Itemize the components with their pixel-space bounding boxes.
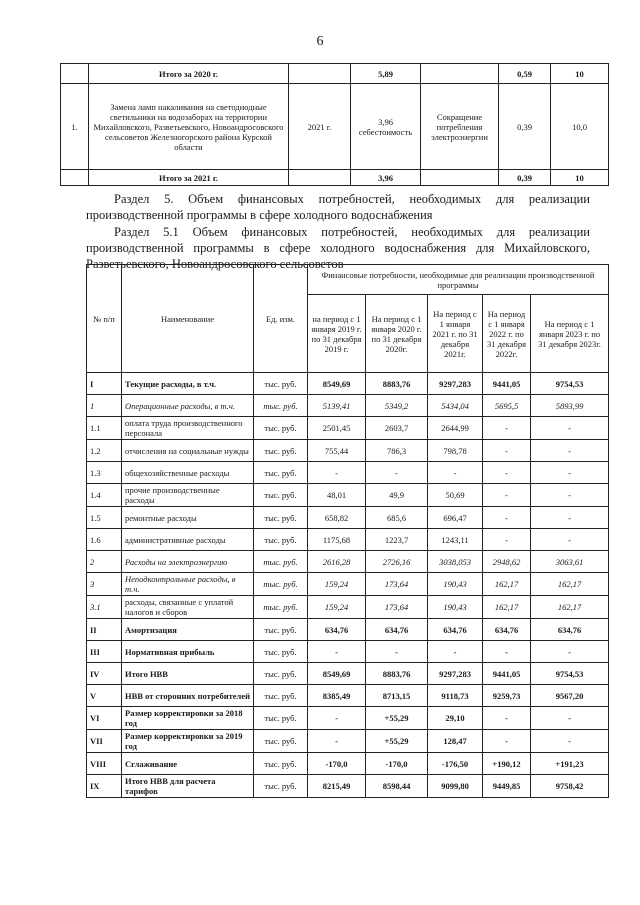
row-value: 8549,69 [308,663,366,685]
table-row [87,462,609,484]
row-number: 1.5 [87,507,122,529]
col-num-header: № п/п [87,265,122,373]
row-value: 8598,44 [366,775,428,798]
row-value: - [308,730,366,753]
row-value: 5893,99 [531,395,609,417]
row-value: - [531,707,609,730]
row-value: - [428,641,483,663]
row-number: 1.1 [87,417,122,440]
table-row [87,484,609,507]
row-value: - [483,440,531,462]
row-value: 798,78 [428,440,483,462]
row-value: 2644,99 [428,417,483,440]
row-value: 9259,73 [483,685,531,707]
row-name: ремонтные расходы [122,507,254,529]
row-value: 5695,5 [483,395,531,417]
row-value: 9567,20 [531,685,609,707]
row-unit: тыс. руб. [254,707,308,730]
row-value: 1175,68 [308,529,366,551]
row-number: II [87,619,122,641]
table-row [87,395,609,417]
row-value: 634,76 [308,619,366,641]
row-unit: тыс. руб. [254,753,308,775]
row-name: Размер корректировки за 2019 год [122,730,254,753]
row-value: - [483,707,531,730]
table-row [87,529,609,551]
table-row [87,641,609,663]
row-unit: тыс. руб. [254,596,308,619]
table-row [87,573,609,596]
row-value: 8883,76 [366,373,428,395]
table-row [87,707,609,730]
row-value: - [483,730,531,753]
row-unit: тыс. руб. [254,775,308,798]
period-header: на период с 1 января 2019 г. по 31 декабря 2019 г. [308,295,366,373]
row-value: 696,47 [428,507,483,529]
row-number: III [87,641,122,663]
row-unit: тыс. руб. [254,462,308,484]
row-unit: тыс. руб. [254,440,308,462]
row-number: VI [87,707,122,730]
row-value: 1243,11 [428,529,483,551]
table-row [87,730,609,753]
page-number: 6 [316,34,324,49]
financial-needs-table [86,264,609,798]
row-value: +191,23 [531,753,609,775]
row-value: - [483,529,531,551]
row-value: - [483,641,531,663]
row-value: 159,24 [308,573,366,596]
row-value: - [308,641,366,663]
row-value: 162,17 [531,596,609,619]
row-name: Расходы на электроэнергию [122,551,254,573]
row-value: 3063,61 [531,551,609,573]
row-value: 634,76 [483,619,531,641]
row-value: - [366,462,428,484]
group-header: Финансовые потребности, необходимые для реализации производственной программы [308,265,609,295]
row-value: 5434,04 [428,395,483,417]
row-value: - [531,529,609,551]
row-value: - [531,507,609,529]
row-value: - [531,730,609,753]
row-value: - [531,440,609,462]
period-header: На период с 1 января 2023 г. по 31 декабря 2023г. [531,295,609,373]
col-name-header: Наименование [122,265,254,373]
row-value: 162,17 [483,596,531,619]
row-value: 634,76 [366,619,428,641]
row-value: 162,17 [531,573,609,596]
row-value: 9449,85 [483,775,531,798]
row-name: общехозяйственные расходы [122,462,254,484]
row-name: Амортизация [122,619,254,641]
row-name: Операционные расходы, в т.ч. [122,395,254,417]
row-number: 3 [87,573,122,596]
row-name: прочие производственные расходы [122,484,254,507]
row-name: Нормативная прибыль [122,641,254,663]
row-number: 1.4 [87,484,122,507]
row-unit: тыс. руб. [254,641,308,663]
row-name: НВВ от сторонних потребителей [122,685,254,707]
row-value: 173,64 [366,573,428,596]
row-value: +55,29 [366,707,428,730]
table-row [87,440,609,462]
row-number: 1.2 [87,440,122,462]
row-value: 9441,05 [483,373,531,395]
row-value: 9297,283 [428,373,483,395]
row-value: - [366,641,428,663]
row-value: 8549,69 [308,373,366,395]
table-row [87,417,609,440]
row-value: 2616,28 [308,551,366,573]
table-row [87,551,609,573]
row-value: 29,10 [428,707,483,730]
row-value: 634,76 [531,619,609,641]
total-2020-label: Итого за 2020 г. [89,64,289,84]
table-row: Итого за 2021 г. 3,96 0,39 10 [61,170,609,186]
row-value: 50,69 [428,484,483,507]
table-row [87,753,609,775]
row-number: 1.6 [87,529,122,551]
row-value: 49,9 [366,484,428,507]
row-value: 9099,80 [428,775,483,798]
period-header: На период с 1 января 2022 г. по 31 декабря 2022г. [483,295,531,373]
row-value: 5139,41 [308,395,366,417]
row-value: 48,01 [308,484,366,507]
row-unit: тыс. руб. [254,685,308,707]
row-number: VIII [87,753,122,775]
row-value: 8385,49 [308,685,366,707]
row-value: - [531,462,609,484]
row-value: 9754,53 [531,373,609,395]
row-value: 173,64 [366,596,428,619]
row-number: 2 [87,551,122,573]
row-value: 685,6 [366,507,428,529]
row-name: оплата труда производственного персонала [122,417,254,440]
row-value: 128,47 [428,730,483,753]
row-unit: тыс. руб. [254,484,308,507]
row-name: расходы, связанные с уплатой налогов и сборов [122,596,254,619]
row-value: +190,12 [483,753,531,775]
row-number: VII [87,730,122,753]
row-value: 2948,62 [483,551,531,573]
row-value: - [531,484,609,507]
table-row: 1. Замена ламп накаливания на светодиодные светильники на водозаборах на территории Михайловского, Разветьевского, Новоандросовского сельсоветов Железногорского района Курской области 2021 г. 3,96 себестоимость Сокращение потребления электроэнергии 0,39 10,0 [61,84,609,170]
row-number: 3.1 [87,596,122,619]
table-row [87,775,609,798]
table-row [87,373,609,395]
top-table [60,63,609,186]
row-value: - [531,641,609,663]
row-value: - [308,462,366,484]
row-value: 162,17 [483,573,531,596]
row-value: 786,3 [366,440,428,462]
table-row: Итого за 2020 г. 5,89 0,59 10 [61,64,609,84]
row-name: отчисления на социальные нужды [122,440,254,462]
row-number: IX [87,775,122,798]
row-name: Размер корректировки за 2018 год [122,707,254,730]
row-number: V [87,685,122,707]
row-number: I [87,373,122,395]
total-2021-label: Итого за 2021 г. [89,170,289,186]
row-unit: тыс. руб. [254,619,308,641]
table-row [87,619,609,641]
row-value: 755,44 [308,440,366,462]
row-value: -170,0 [366,753,428,775]
row-value: 2501,45 [308,417,366,440]
row-value: +55,29 [366,730,428,753]
row-name: Текущие расходы, в т.ч. [122,373,254,395]
row-unit: тыс. руб. [254,395,308,417]
row-value: 2603,7 [366,417,428,440]
row-value: 5349,2 [366,395,428,417]
row-value: 1223,7 [366,529,428,551]
row-value: 9754,53 [531,663,609,685]
row-value: - [483,462,531,484]
table-row [87,685,609,707]
row-unit: тыс. руб. [254,417,308,440]
row-number: 1 [87,395,122,417]
row-number: 1.3 [87,462,122,484]
table-row [87,507,609,529]
row-value: - [531,417,609,440]
period-header: На период с 1 января 2021 г. по 31 декабря 2021г. [428,295,483,373]
row-value: 3038,053 [428,551,483,573]
row-unit: тыс. руб. [254,551,308,573]
row-value: - [483,507,531,529]
row-value: 9758,42 [531,775,609,798]
row-value: 9297,283 [428,663,483,685]
row-value: 159,24 [308,596,366,619]
row-value: 2726,16 [366,551,428,573]
row-value: 8883,76 [366,663,428,685]
row-name: Сглаживание [122,753,254,775]
row-value: 8713,15 [366,685,428,707]
period-header: На период с 1 января 2020 г. по 31 декабря 2020г. [366,295,428,373]
table-row [87,596,609,619]
row-value: 9118,73 [428,685,483,707]
row-value: - [483,417,531,440]
row-unit: тыс. руб. [254,529,308,551]
row-unit: тыс. руб. [254,507,308,529]
section-5-heading: Раздел 5. Объем финансовых потребностей, необходимых для реализации производственной программы в сфере холодного водоснабжения [86,192,590,222]
row-value: 658,82 [308,507,366,529]
col-unit-header: Ед. изм. [254,265,308,373]
row-number: IV [87,663,122,685]
row-value: 8215,49 [308,775,366,798]
row-name: Итого НВВ для расчета тарифов [122,775,254,798]
row-value: 634,76 [428,619,483,641]
row-value: 190,43 [428,573,483,596]
row-value: - [483,484,531,507]
section-5-1-heading: Раздел 5.1 Объем финансовых потребностей, необходимых для реализации производственной программы в сфере холодного водоснабжения для Михайловского, Разветьевского, Новоандросовского сельсоветов [86,225,590,271]
row-value: 9441,05 [483,663,531,685]
table-row [87,663,609,685]
row-value: - [308,707,366,730]
row-value: -176,50 [428,753,483,775]
row-name: административные расходы [122,529,254,551]
row-value: 190,43 [428,596,483,619]
row-value: - [428,462,483,484]
row-unit: тыс. руб. [254,730,308,753]
row-value: -170,0 [308,753,366,775]
row-name: Неподконтрольные расходы, в т.ч. [122,573,254,596]
row-unit: тыс. руб. [254,573,308,596]
row-unit: тыс. руб. [254,373,308,395]
row-name: Итого НВВ [122,663,254,685]
row-unit: тыс. руб. [254,663,308,685]
